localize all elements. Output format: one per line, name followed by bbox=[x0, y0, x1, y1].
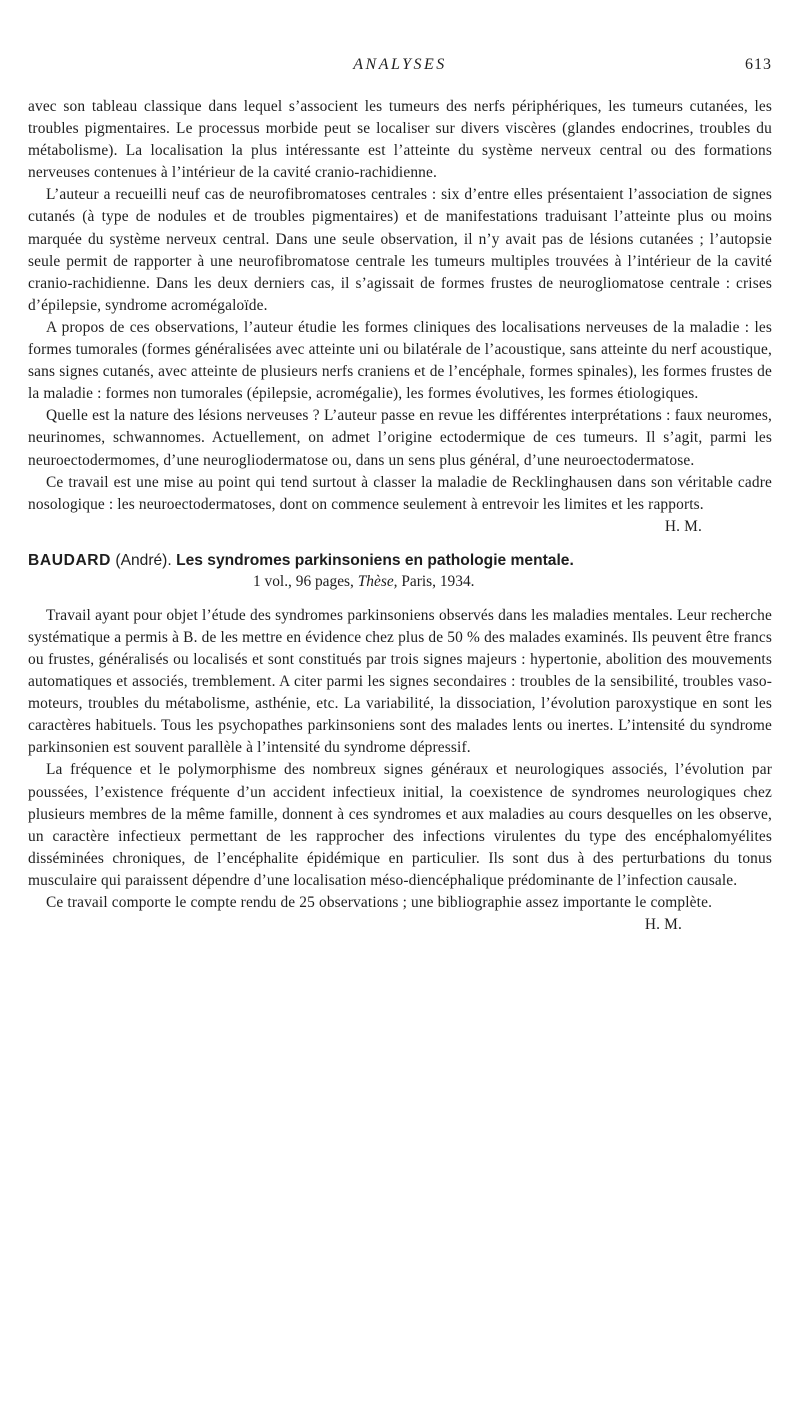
review2-heading bbox=[28, 550, 772, 571]
running-title: ANALYSES bbox=[353, 56, 447, 73]
review2-meta-suffix: Paris, 1934. bbox=[401, 572, 475, 590]
review2-signature: H. M. bbox=[644, 916, 682, 934]
review1-paragraph-2: L’auteur a recueilli neuf cas de neurofibromatoses centrales : six d’entre elles présentaient l’association de signes cutanés (à type de nodules et de troubles pigmentaires) et de manifestations traduisant l’atteinte plus ou moins marquée du système nerveux central. Dans une seule observation, il n’y avait pas de lésions cutanées ; l’autopsie seule permit de rapporter à une neurofibromatose centrale les tumeurs multiples trouvées à l’intérieur de la cavité cranio-rachidienne. Dans les deux derniers cas, il s’agissait de formes frustes de neurogliomatose centrale : crises d’épilepsie, syndrome acromégaloïde. bbox=[28, 186, 772, 314]
review1-paragraph-3: A propos de ces observations, l’auteur étudie les formes cliniques des localisations nerveuses de la maladie : les formes tumorales (formes généralisées avec atteinte uni ou bilatérale de l’acoustique, sans atteinte du nerf acoustique, sans signes cutanés, avec atteinte de plusieurs nerfs craniens et de l’encéphale, formes spinales), les formes frustes de la maladie : formes non tumorales (épilepsie, acromégalie), les formes évolutives, les formes étiologiques. bbox=[28, 318, 772, 403]
review2-author-surname: BAUDARD bbox=[28, 551, 112, 569]
review2-meta-prefix: 1 vol., 96 pages, bbox=[253, 572, 354, 590]
page-header bbox=[28, 56, 772, 96]
review2-publication-info bbox=[28, 571, 772, 593]
review1-paragraph-1: avec son tableau classique dans lequel s’associent les tumeurs des nerfs périphériques, les tumeurs cutanées, les troubles pigmentaires. Le processus morbide peut se localiser sur divers viscères (glandes endocrines, troubles du métabolisme). La localisation la plus intéressante est l’atteinte du système nerveux central ou des formations nerveuses contenues à l’intérieur de la cavité cranio-rachidienne. bbox=[28, 98, 772, 182]
review2-author-given: (André). bbox=[115, 551, 172, 569]
review-baudard bbox=[28, 550, 772, 934]
review1-last-text: Ce travail est une mise au point qui tend surtout à classer la maladie de Recklinghausen dans son véritable cadre nosologique : les neuroectodermatoses, dont on commence seulement à entrevoir les limites et les rapports. bbox=[28, 473, 772, 513]
review-continued bbox=[28, 96, 772, 535]
review2-paragraph-3 bbox=[28, 892, 772, 934]
review2-meta-thesis: Thèse, bbox=[357, 572, 398, 590]
review1-paragraph-4: Quelle est la nature des lésions nerveuses ? L’auteur passe en revue les différentes interprétations : faux neuromes, neurinomes, schwannomes. Actuellement, on admet l’origine ectodermique de ces tumeurs. Il s’agit, parmi les neuroectodermomes, d’une neurogliodermatose ou, dans un sens plus général, d’une neuroectodermatose. bbox=[28, 407, 772, 469]
review2-title: Les syndromes parkinsoniens en pathologie mentale. bbox=[176, 551, 574, 569]
review1-signature: H. M. bbox=[664, 517, 702, 535]
review1-paragraph-5 bbox=[28, 472, 772, 535]
review2-last-text: Ce travail comporte le compte rendu de 25 observations ; une bibliographie assez importante le complète. bbox=[46, 894, 713, 911]
page-number: 613 bbox=[745, 56, 772, 73]
review2-paragraph-2: La fréquence et le polymorphisme des nombreux signes généraux et neurologiques associés, l’évolution par poussées, l’existence fréquente d’un accident infectieux initial, la coexistence de syndromes neurologiques chez plusieurs membres de la même famille, donnent à ces syndromes et aux maladies au cours desquelles on les observe, un caractère infectieux permettant de les rapprocher des infections virulentes du type des encéphalomyélites disséminées chroniques, de l’encéphalite épidémique en particulier. Ils sont dus à des perturbations du tonus musculaire qui paraissent dépendre d’une localisation méso-diencéphalique prédominante de l’infection causale. bbox=[28, 761, 772, 889]
journal-page bbox=[28, 56, 772, 1376]
review2-paragraph-1: Travail ayant pour objet l’étude des syndromes parkinsoniens observés dans les maladies mentales. Leur recherche systématique a permis à B. de les mettre en évidence chez plus de 50 % des malades examinés. Ils peuvent être francs ou frustes, généralisés ou localisés et sont constitués par trois signes majeurs : hypertonie, abolition des mouvements automatiques et associés, tremblement. A citer parmi les signes secondaires : troubles de la sensibilité, troubles vaso-moteurs, troubles du métabolisme, asthénie, etc. La variabilité, la dissociation, l’évolution paroxystique en sont les caractères habituels. Tous les psychopathes parkinsoniens sont des malades lents ou inertes. L’intensité du syndrome parkinsonien est souvent parallèle à l’intensité du syndrome dépressif. bbox=[28, 606, 772, 757]
